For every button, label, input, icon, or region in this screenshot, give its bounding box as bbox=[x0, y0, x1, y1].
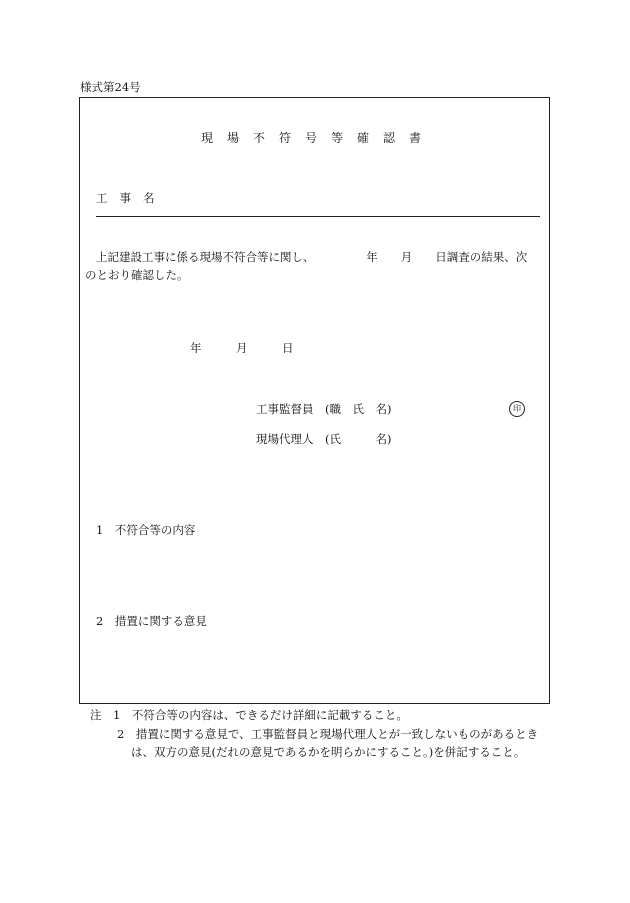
document-title: 現場不符号等確認書 bbox=[200, 131, 435, 145]
note-2: 2 措置に関する意見で、工事監督員と現場代理人とが一致しないものがあるとき bbox=[117, 727, 539, 741]
section-measures-opinion: 2 措置に関する意見 bbox=[96, 614, 207, 628]
project-name-label: 工事名 bbox=[96, 191, 167, 205]
section-nonconformity-content: 1 不符合等の内容 bbox=[96, 523, 196, 537]
note-1: 注 1 不符合等の内容は、できるだけ詳細に記載すること。 bbox=[90, 708, 408, 722]
seal-icon: 印 bbox=[509, 401, 525, 417]
body-text-line-1: 上記建設工事に係る現場不符合等に関し、 年 月 日調査の結果、次 bbox=[96, 250, 528, 264]
note-2-continued: は、双方の意見(だれの意見であるかを明らかにすること。)を併記すること。 bbox=[131, 745, 526, 759]
agent-signature-line: 現場代理人 (氏 名) bbox=[256, 432, 392, 446]
form-frame bbox=[79, 97, 550, 704]
date-line: 年 月 日 bbox=[190, 341, 294, 355]
body-text-line-2: のとおり確認した。 bbox=[85, 268, 189, 282]
project-name-line bbox=[96, 216, 540, 217]
form-number: 様式第24号 bbox=[80, 80, 141, 94]
supervisor-signature-line: 工事監督員 (職 氏 名) bbox=[256, 402, 392, 416]
